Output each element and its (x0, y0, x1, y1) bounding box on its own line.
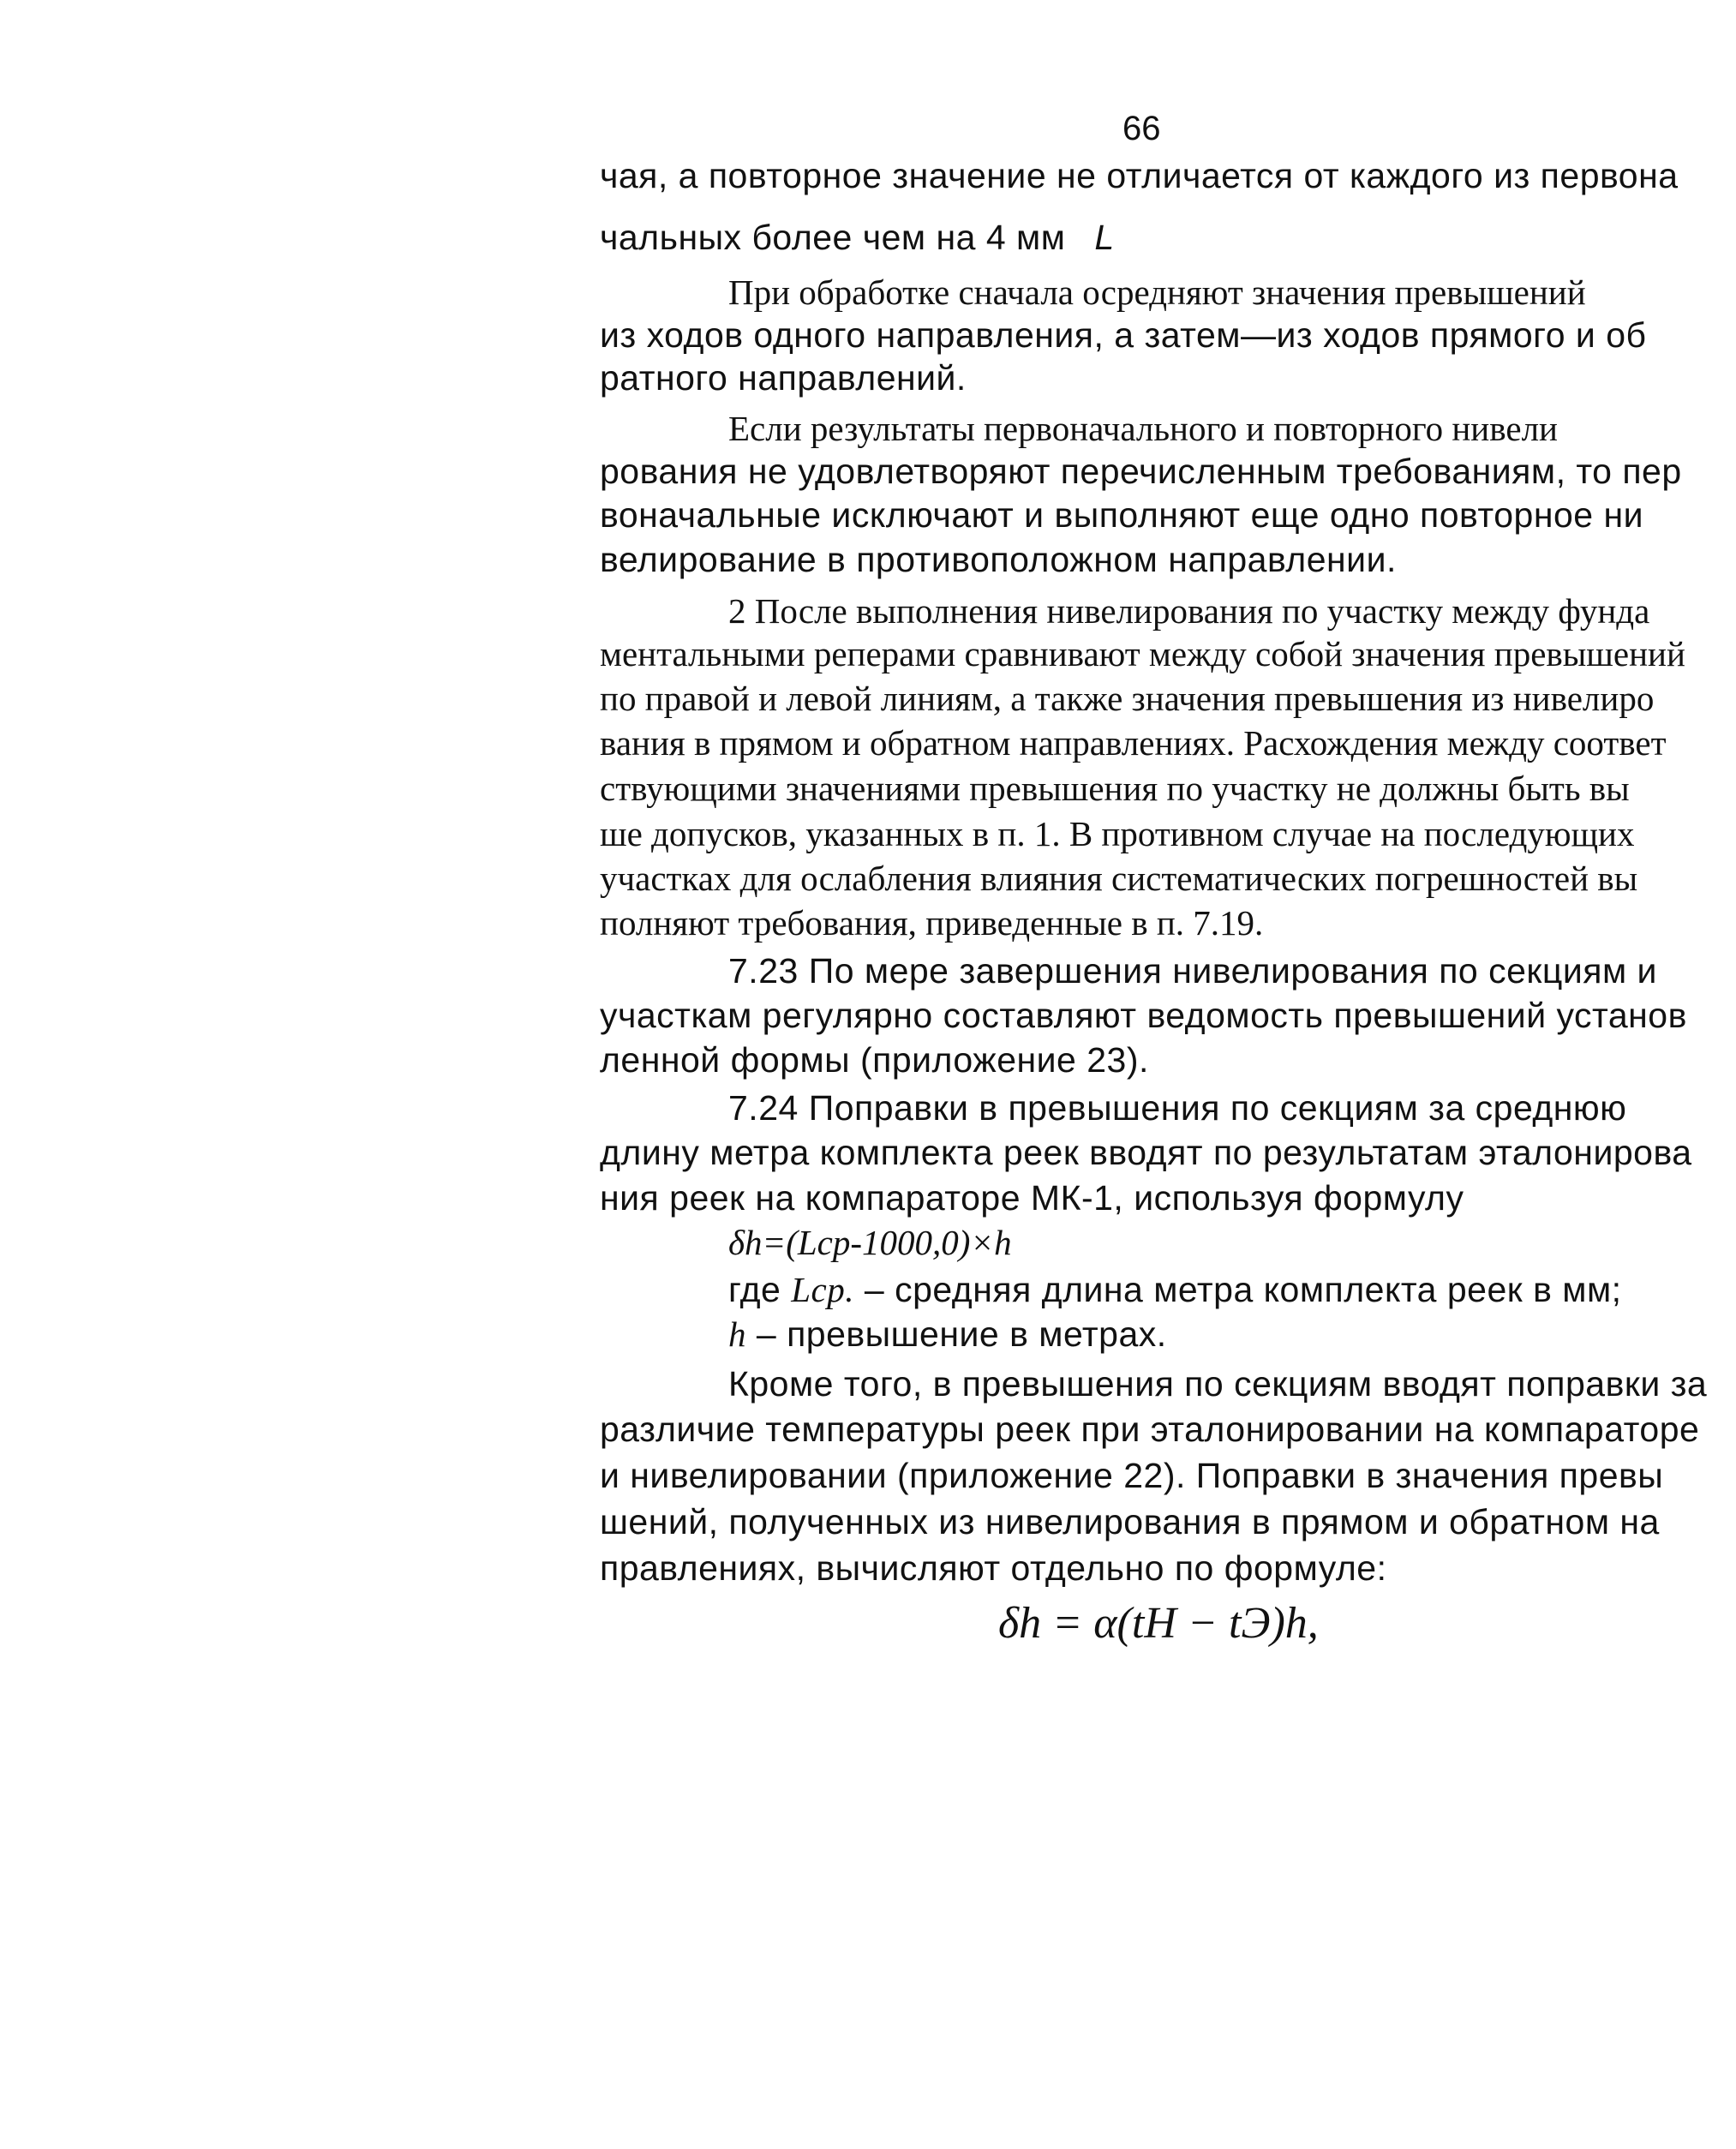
text-fragment: чальных более чем на 4 мм (600, 218, 1066, 257)
text-line: ратного направлений. (600, 358, 967, 398)
text-line (600, 1268, 1719, 1311)
text-fragment: По мере завершения нивелирования по секциям и (808, 951, 1657, 991)
text-line: полняют требования, приведенные в п. 7.19. (600, 903, 1264, 943)
text-line: правлениях, вычисляют отдельно по формуле: (600, 1548, 1387, 1588)
text-fragment: где (728, 1270, 781, 1309)
text-line (600, 216, 1719, 259)
text-line: и нивелировании (приложение 22). Поправки в значения превы (600, 1456, 1664, 1495)
text-line: велирование в противоположном направлении. (600, 540, 1397, 579)
text-line: по правой и левой линиям, а также значения превышения из нивелиро (600, 679, 1655, 718)
formula-line: δh = α(tН − tЭ)h, (998, 1599, 1319, 1648)
text-line: различие температуры реек при эталонировании на компараторе (600, 1410, 1700, 1449)
text-fragment: – средняя длина метра комплекта реек в мм; (864, 1270, 1622, 1309)
text-line: участках для ослабления влияния систематических погрешностей вы (600, 859, 1638, 898)
text-line: Кроме того, в превышения по секциям вводят поправки за (728, 1364, 1708, 1404)
section-number: 7.23 (728, 951, 799, 991)
text-line: При обработке сначала осредняют значения превышений (728, 272, 1586, 312)
formula-inline: L (1094, 218, 1115, 257)
text-line: рования не удовлетворяют перечисленным требованиям, то пер (600, 452, 1682, 491)
text-line: ше допусков, указанных в п. 1. В противном случае на последующих (600, 814, 1635, 853)
text-line: ленной формы (приложение 23). (600, 1040, 1149, 1080)
formula-variable: Lср. (791, 1270, 854, 1309)
text-line: ния реек на компараторе МК-1, используя формулу (600, 1178, 1464, 1218)
formula-line: δh=(Lср-1000,0)×h (728, 1223, 1012, 1262)
text-line (600, 949, 1719, 992)
text-line: участкам регулярно составляют ведомость превышений установ (600, 996, 1687, 1035)
text-line: воначальные исключают и выполняют еще одно повторное ни (600, 495, 1644, 535)
text-line (600, 1086, 1719, 1129)
section-number: 7.24 (728, 1088, 799, 1128)
text-line: 2 После выполнения нивелирования по участку между фунда (728, 591, 1650, 631)
text-line: шений, полученных из нивелирования в прямом и обратном на (600, 1502, 1660, 1541)
text-line (600, 1313, 1719, 1356)
text-line: Если результаты первоначального и повторного нивели (728, 409, 1558, 448)
page-number: 66 (1122, 110, 1161, 147)
text-fragment: Поправки в превышения по секциям за среднюю (808, 1088, 1627, 1128)
text-line: чая, а повторное значение не отличается от каждого из первона (600, 156, 1679, 195)
text-line: ментальными реперами сравнивают между собой значения превышений (600, 634, 1685, 673)
text-line: из ходов одного направления, а затем—из ходов прямого и об (600, 315, 1647, 355)
text-line: длину метра комплекта реек вводят по результатам эталонирова (600, 1133, 1692, 1172)
text-line: ствующими значениями превышения по участку не должны быть вы (600, 769, 1630, 808)
text-line: вания в прямом и обратном направлениях. Расхождения между соответ (600, 723, 1667, 763)
text-fragment: – превышение в метрах. (756, 1314, 1167, 1354)
formula-variable: h (728, 1314, 746, 1354)
